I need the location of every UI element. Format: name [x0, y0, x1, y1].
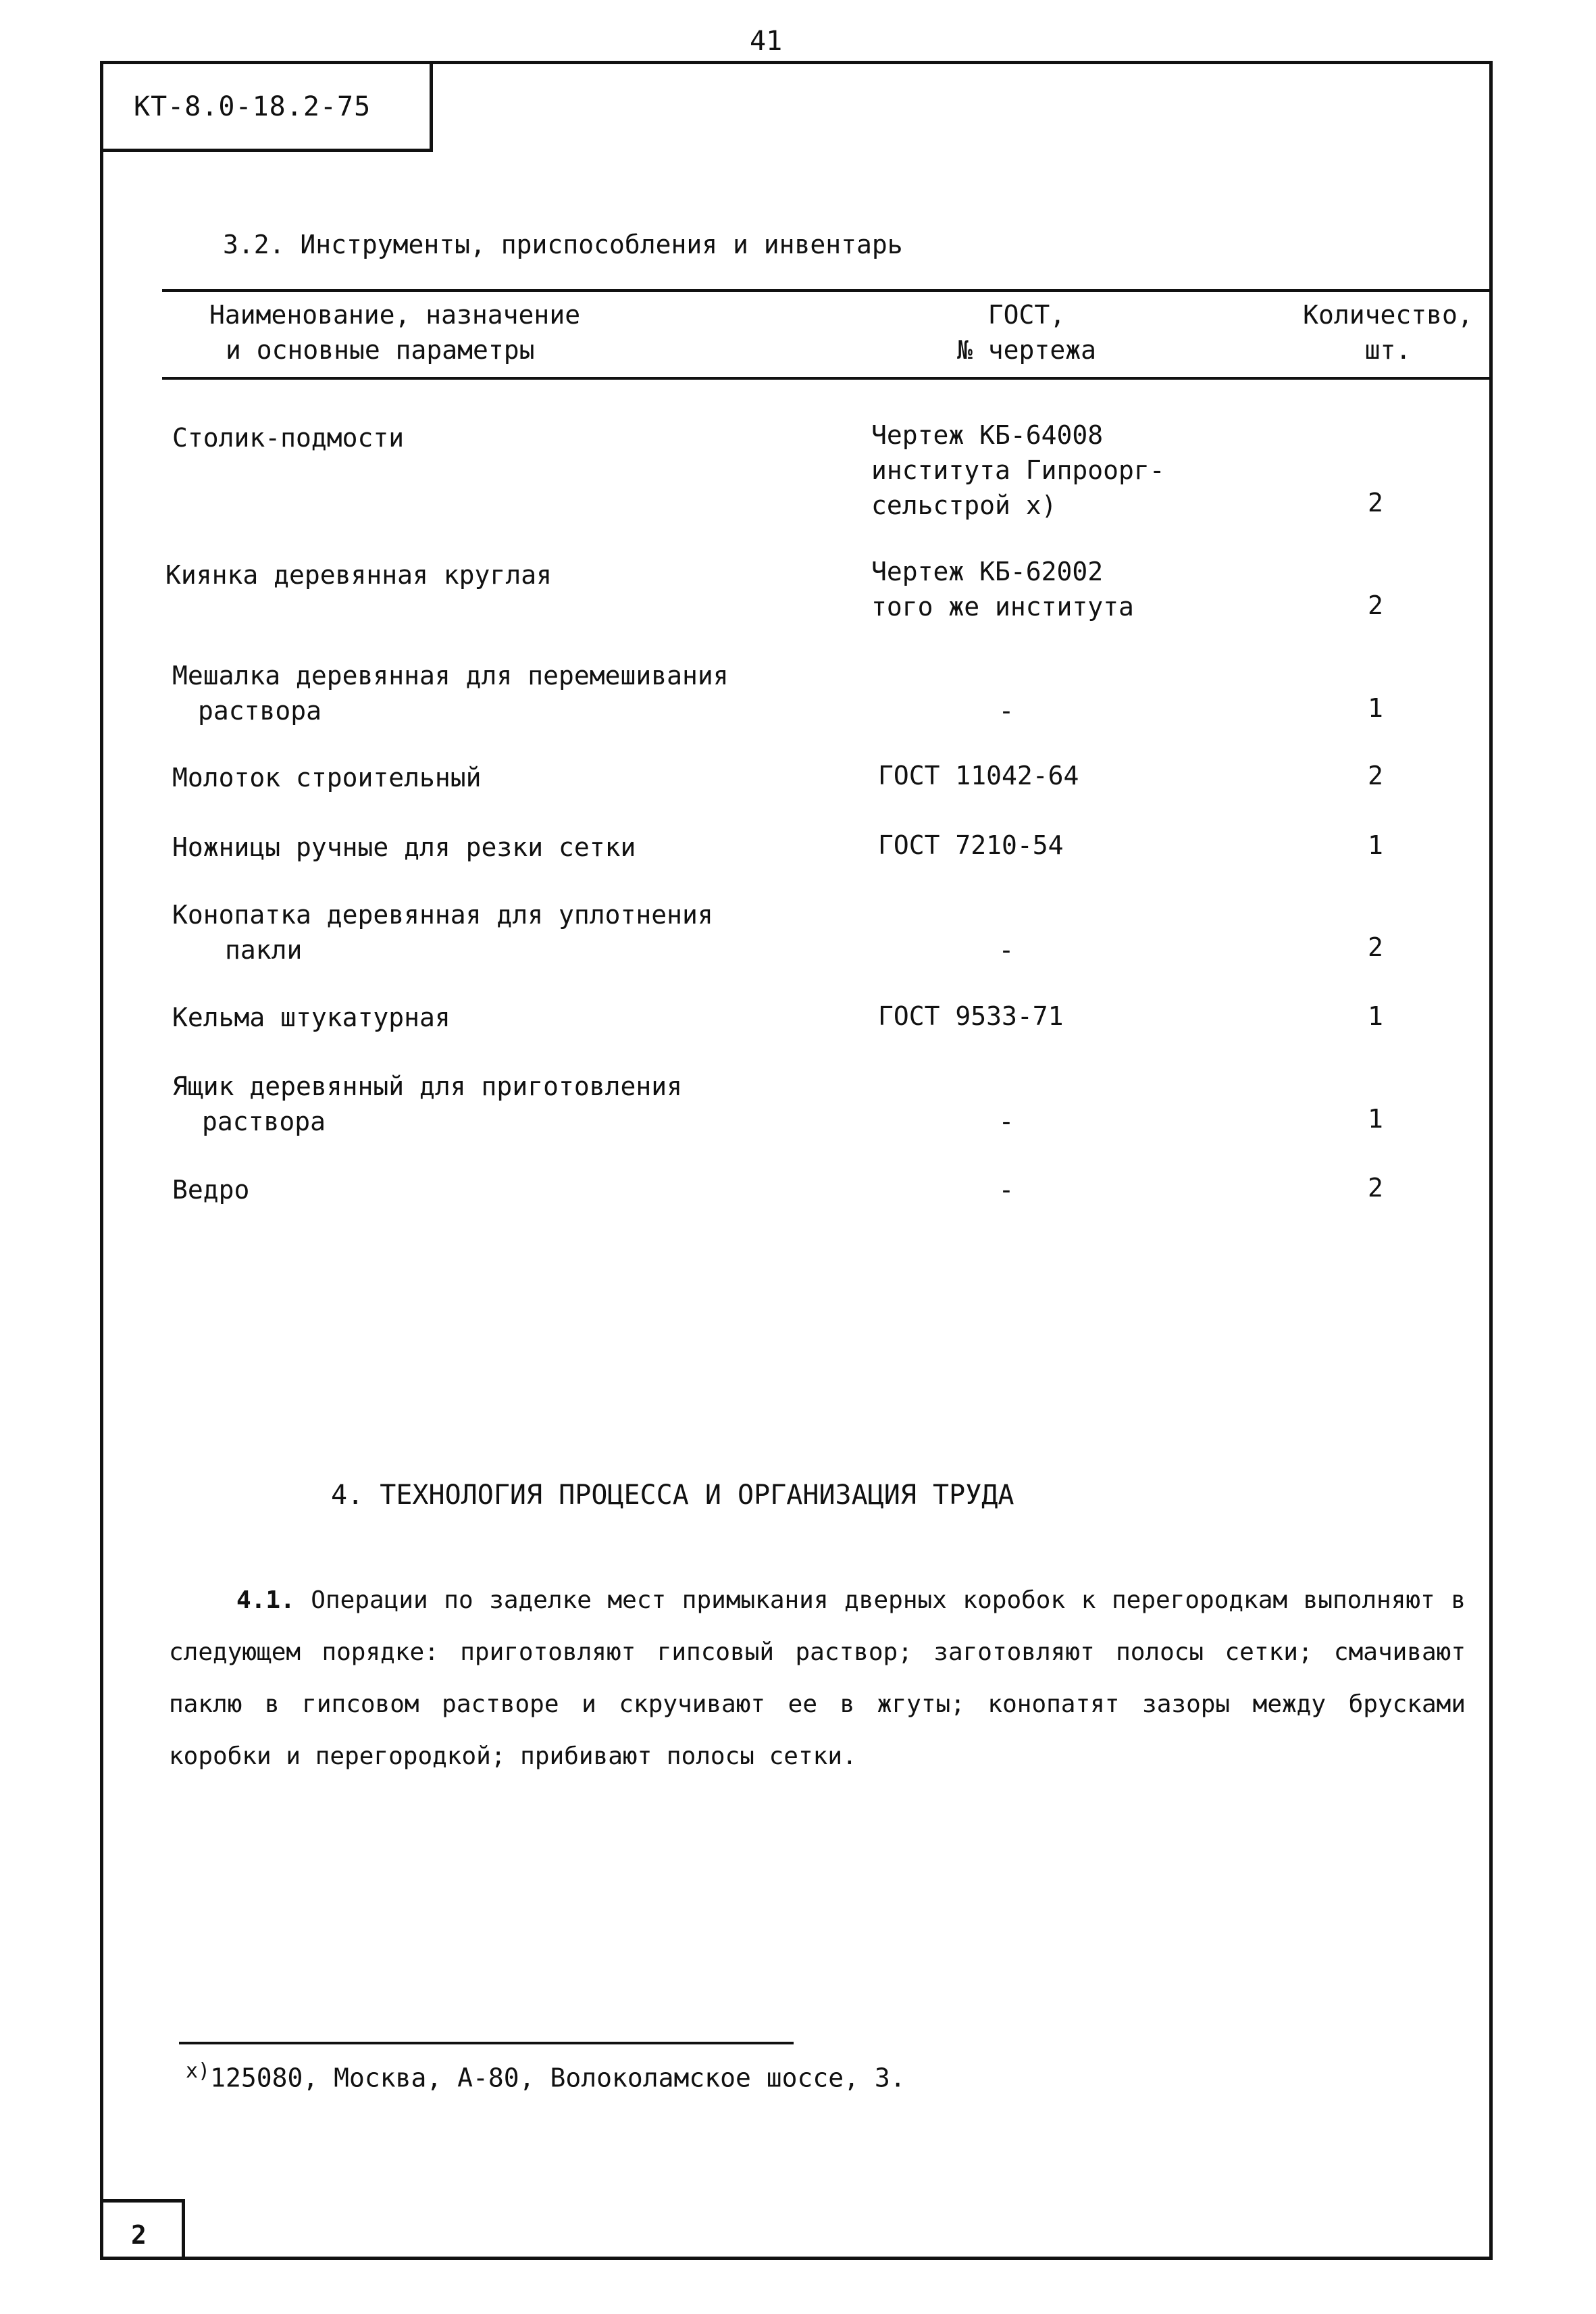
header-name-line: и основные параметры: [226, 335, 535, 365]
table-header-rule: [162, 377, 1493, 380]
table-cell-name: Столик-подмости: [172, 423, 405, 453]
header-qty-line: Количество,: [1303, 300, 1473, 330]
name-line: Мешалка деревянная для перемешивания: [172, 661, 729, 690]
table-cell-name: Ведро: [172, 1175, 250, 1205]
table-cell-qty: 2: [1368, 1173, 1383, 1203]
name-line: пакли: [225, 935, 303, 965]
header-gost-line: ГОСТ,: [987, 300, 1066, 330]
table-cell-gost: ГОСТ 7210-54: [878, 830, 1064, 860]
gost-line: института Гипроорг-: [871, 455, 1165, 485]
footnote: [186, 2059, 906, 2093]
table-cell-name: Ножницы ручные для резки сетки: [172, 832, 636, 862]
page-frame: [100, 61, 1493, 2260]
table-cell-name: [172, 658, 729, 728]
table-cell-gost: -: [998, 1107, 1014, 1136]
gost-line: того же института: [871, 592, 1134, 622]
table-cell-qty: 1: [1368, 1104, 1383, 1134]
header-qty-line: шт.: [1364, 335, 1412, 365]
name-line: раствора: [198, 696, 322, 726]
gost-line: сельстрой x): [871, 491, 1057, 520]
table-cell-name: Кельма штукатурная: [172, 1003, 451, 1032]
table-cell-name: Молоток строительный: [172, 763, 482, 793]
paragraph-number: 4.1.: [236, 1586, 295, 1614]
table-cell-qty: 2: [1368, 761, 1383, 790]
table-cell-qty: 1: [1368, 693, 1383, 723]
table-cell-gost: ГОСТ 11042-64: [878, 761, 1079, 790]
table-cell-gost: -: [998, 1175, 1014, 1205]
footnote-mark: x): [186, 2059, 211, 2083]
footnote-text: 125080, Москва, А-80, Волоколамское шоссе, 3.: [210, 2063, 906, 2093]
name-line: Ящик деревянный для приготовления: [172, 1072, 682, 1101]
paragraph-4-1: [169, 1574, 1466, 1782]
document-code: КТ-8.0-18.2-75: [134, 91, 371, 122]
table-cell-gost: [871, 554, 1134, 624]
table-cell-qty: 2: [1368, 488, 1383, 518]
table-cell-gost: -: [998, 935, 1014, 965]
header-name-line: Наименование, назначение: [209, 300, 581, 330]
gost-line: Чертеж КБ-62002: [871, 557, 1104, 586]
table-cell-name: [172, 1069, 682, 1139]
table-top-rule: [162, 289, 1493, 292]
table-cell-qty: 1: [1368, 830, 1383, 860]
chapter-title: 4. ТЕХНОЛОГИЯ ПРОЦЕССА И ОРГАНИЗАЦИЯ ТРУДА: [331, 1480, 1014, 1511]
header-gost: [871, 297, 1182, 368]
table-cell-name: Киянка деревянная круглая: [165, 560, 552, 590]
section-title: 3.2. Инструменты, приспособления и инвентарь: [223, 230, 903, 259]
paragraph-text: Операции по заделке мест примыкания дверных коробок к перегородкам выполняют в следующем порядке: приготовляют гипсовый раствор; заготовляют полосы сетки; смачивают паклю в гипсовом растворе и скручивают ее в жгуты; конопатят зазоры между брусками коробки и перегородкой; прибивают полосы сетки.: [169, 1586, 1466, 1770]
table-cell-qty: 2: [1368, 932, 1383, 962]
name-line: Конопатка деревянная для уплотнения: [172, 900, 713, 930]
gost-line: Чертеж КБ-64008: [871, 420, 1104, 450]
table-cell-name: [172, 897, 713, 967]
table-cell-qty: 1: [1368, 1001, 1383, 1031]
name-line: раствора: [202, 1107, 326, 1136]
table-cell-qty: 2: [1368, 590, 1383, 620]
footnote-rule: [179, 2042, 794, 2044]
table-cell-gost: [871, 418, 1165, 523]
header-name: [209, 297, 580, 368]
corner-number: 2: [131, 2220, 147, 2250]
header-gost-line: № чертежа: [957, 335, 1096, 365]
table-cell-gost: -: [998, 696, 1014, 726]
table-cell-gost: ГОСТ 9533-71: [878, 1001, 1064, 1031]
page-number: 41: [750, 26, 783, 57]
header-qty: [1283, 297, 1493, 368]
